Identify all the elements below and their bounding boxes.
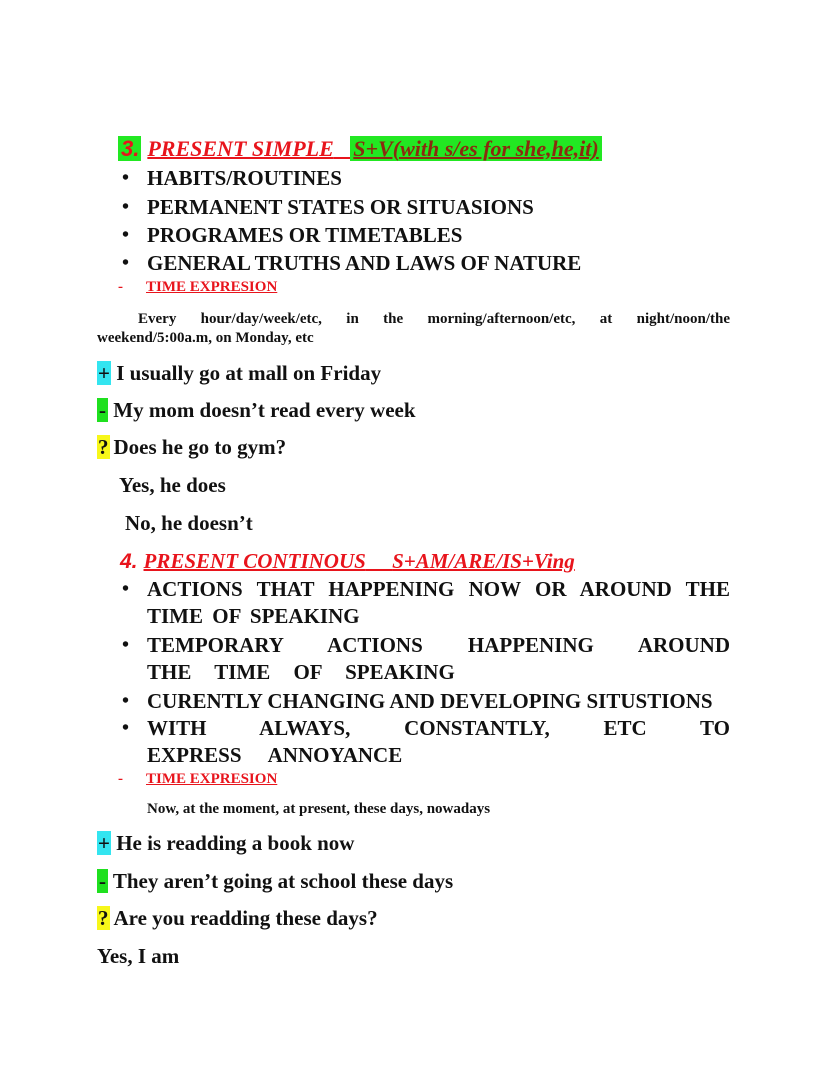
section-3-heading: [118, 136, 602, 162]
use-item: • HABITS/ROUTINES: [118, 164, 581, 192]
section-3-positive-example: [97, 360, 381, 386]
time-expression-line-2: weekend/5:00a.m, on Monday, etc: [97, 330, 314, 346]
section-3-question-example: [97, 434, 286, 460]
section-4-title: PRESENT CONTINOUS: [143, 549, 366, 573]
section-4-negative-example: [97, 868, 453, 894]
section-3-negative-example: [97, 397, 416, 423]
section-3-answer-no: No, he doesn’t: [125, 511, 253, 535]
question-sentence: Does he go to gym?: [113, 435, 287, 459]
use-item: • WITH ALWAYS, CONSTANTLY, ETC TO EXPRESS ANNOYANCE: [118, 715, 730, 769]
section-3-time-expression-text: [97, 310, 730, 348]
section-3-uses-list: [118, 164, 581, 277]
section-3-title: PRESENT SIMPLE: [147, 136, 334, 161]
time-expression-label: TIME EXPRESION: [146, 279, 278, 295]
use-item: • CURENTLY CHANGING AND DEVELOPING SITUSTIONS: [118, 687, 730, 715]
positive-sentence: He is readding a book now: [116, 831, 355, 855]
section-4-uses-list: [118, 576, 730, 769]
question-sign: ?: [98, 435, 109, 459]
section-3-time-expression-heading: [118, 278, 277, 296]
use-item: • PERMANENT STATES OR SITUASIONS: [118, 193, 581, 221]
section-4-time-expression-text: Now, at the moment, at present, these days, nowadays: [147, 801, 491, 817]
dash-marker: -: [118, 279, 123, 295]
question-sentence: Are you readding these days?: [113, 906, 378, 930]
use-item: • GENERAL TRUTHS AND LAWS OF NATURE: [118, 249, 581, 277]
section-4-formula: S+AM/ARE/IS+Ving: [392, 549, 575, 573]
section-4-number: 4.: [120, 550, 138, 573]
section-3-answer-yes: Yes, he does: [119, 473, 226, 497]
positive-sentence: I usually go at mall on Friday: [116, 361, 382, 385]
heading-gap: [366, 549, 392, 573]
section-4-positive-example: [97, 830, 354, 856]
time-expression-label: TIME EXPRESION: [146, 771, 278, 787]
section-3-number: 3.: [118, 136, 141, 161]
time-expression-line-1: Every hour/day/week/etc, in the morning/afternoon/etc, at night/noon/the: [138, 311, 730, 327]
negative-sign: -: [99, 398, 106, 422]
negative-sign: -: [99, 869, 106, 893]
dash-marker: -: [118, 771, 123, 787]
use-item: • TEMPORARY ACTIONS HAPPENING AROUND THE TIME OF SPEAKING: [118, 632, 730, 686]
use-item: • PROGRAMES OR TIMETABLES: [118, 221, 581, 249]
positive-sign: +: [98, 361, 110, 385]
heading-gap: [334, 136, 351, 161]
use-item: • ACTIONS THAT HAPPENING NOW OR AROUND THE TIME OF SPEAKING: [118, 576, 730, 630]
negative-sentence: My mom doesn’t read every week: [113, 398, 416, 422]
positive-sign: +: [98, 831, 110, 855]
negative-sentence: They aren’t going at school these days: [112, 869, 454, 893]
section-4-answer-yes: Yes, I am: [97, 944, 180, 968]
section-4-time-expression-heading: [118, 770, 277, 788]
section-3-formula: S+V(with s/es for she,he,it): [350, 136, 601, 161]
section-4-heading: [120, 548, 575, 575]
section-4-question-example: [97, 905, 378, 931]
question-sign: ?: [98, 906, 109, 930]
